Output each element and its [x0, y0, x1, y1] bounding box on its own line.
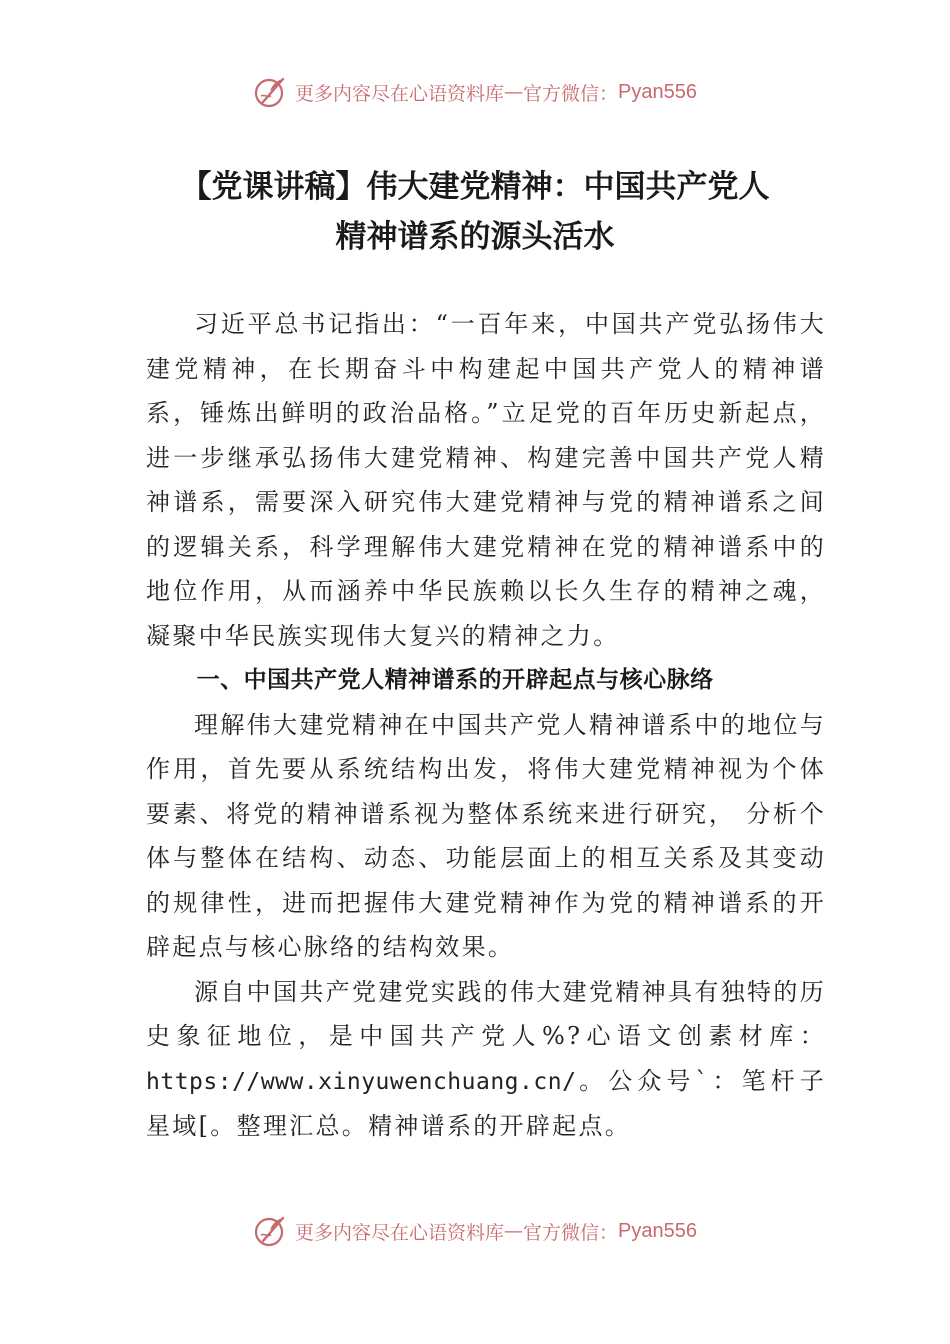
document-title	[140, 162, 810, 262]
header-banner	[0, 70, 950, 114]
source-url: https://www.xinyuwenchuang.cn/	[146, 1068, 577, 1095]
paragraph-3-end: 。公众号`：笔杆子星域[。整理汇总。精神谱系的开辟起点。	[146, 1066, 826, 1140]
wechat-id: Pyan556	[618, 1219, 697, 1242]
quill-logo-icon	[253, 1213, 289, 1249]
banner-text: 更多内容尽在心语资料库	[295, 82, 505, 105]
title-line-2: 精神谱系的源头活水	[335, 219, 615, 255]
banner-separator: —	[504, 1220, 524, 1242]
banner-separator: —	[504, 81, 524, 103]
wechat-label: 官方微信：	[523, 82, 619, 105]
quill-logo-icon	[253, 74, 289, 110]
section-heading-1: 一、中国共产党人精神谱系的开辟起点与核心脉络	[196, 667, 714, 693]
footer-banner	[0, 1209, 950, 1253]
banner-text: 更多内容尽在心语资料库	[295, 1221, 505, 1244]
paragraph-3	[146, 970, 826, 1149]
wechat-label: 官方微信：	[523, 1221, 619, 1244]
title-line-1: 【党课讲稿】伟大建党精神：中国共产党人	[180, 169, 770, 205]
wechat-id: Pyan556	[618, 80, 697, 103]
paragraph-3-start: 源自中国共产党建党实践的伟大建党精神具有独特的历史象征地位，是中国共产党人%?心语文创素材库：	[146, 977, 826, 1050]
paragraph-2: 理解伟大建党精神在中国共产党人精神谱系中的地位与作用，首先要从系统结构出发，将伟大建党精神视为个体要素、将党的精神谱系视为整体系统来进行研究， 分析个体与整体在结构、动态、功能层面上的相互关系及其变动的规律性，进而把握伟大建党精神作为党的精神谱系的开辟起点与核心脉络的结构效果。	[146, 710, 826, 961]
document-body	[146, 302, 826, 1149]
paragraph-intro: 习近平总书记指出：“一百年来，中国共产党弘扬伟大建党精神，在长期奋斗中构建起中国共产党人的精神谱系，锤炼出鲜明的政治品格。”立足党的百年历史新起点，进一步继承弘扬伟大建党精神、构建完善中国共产党人精神谱系，需要深入研究伟大建党精神与党的精神谱系之间的逻辑关系，科学理解伟大建党精神在党的精神谱系中的地位作用，从而涵养中华民族赖以长久生存的精神之魂，凝聚中华民族实现伟大复兴的精神之力。	[146, 310, 826, 650]
